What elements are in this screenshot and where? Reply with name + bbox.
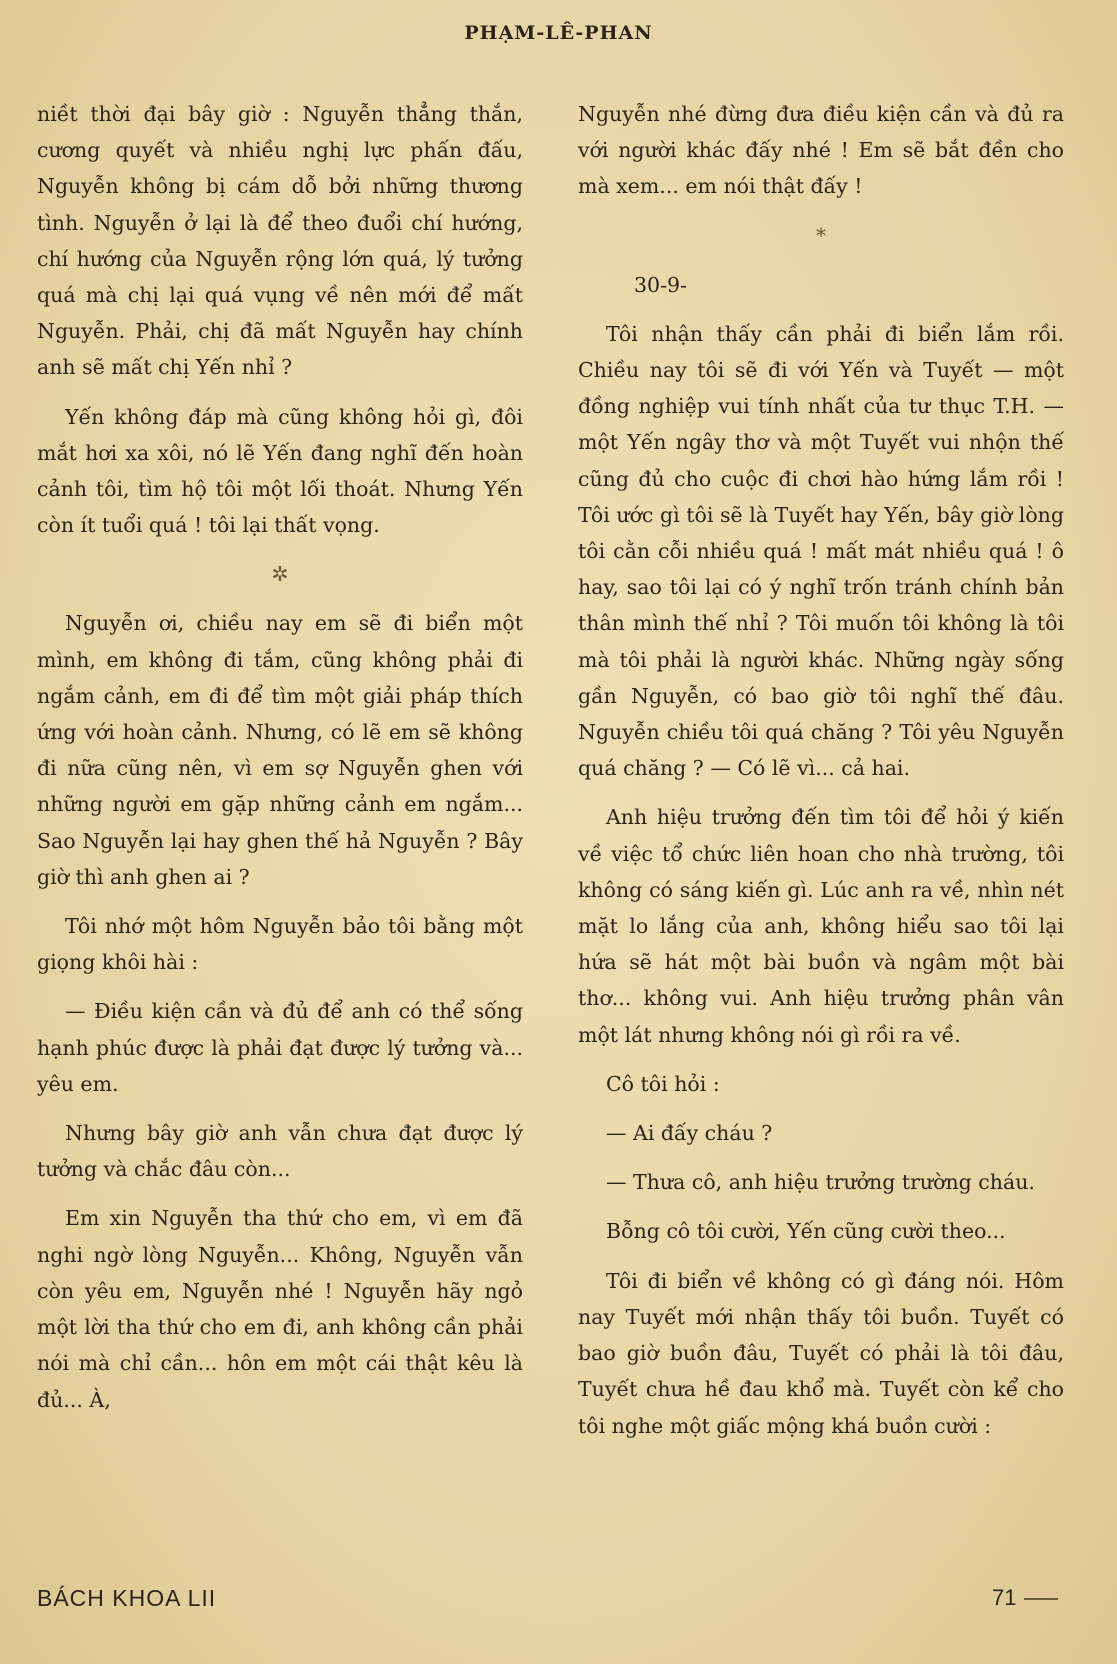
paragraph: Nhưng bây giờ anh vẫn chưa đạt được lý tưởng và chắc đâu còn... [37, 1121, 523, 1182]
magazine-title: BÁCH KHOA LII [37, 1585, 217, 1611]
page-number: 71 [992, 1585, 1017, 1610]
paragraph: Nguyễn nhé đừng đưa điều kiện cần và đủ ra với người khác đấy nhé ! Em sẽ bắt đền cho mà xem... em nói thật đấy ! [578, 102, 1064, 199]
paragraph: Tôi nhớ một hôm Nguyễn bảo tôi bằng một giọng khôi hài : [37, 914, 523, 975]
diary-date: 30-9- [634, 272, 687, 297]
section-separator: ✲ [271, 562, 289, 587]
paragraph: Anh hiệu trưởng đến tìm tôi để hỏi ý kiến về việc tổ chức liên hoan cho nhà trường, tôi không có sáng kiến gì. Lúc anh ra về, nhìn nét mặt lo lắng của anh, không hiểu sao tôi lại hứa sẽ hát một bài buồn và ngâm một bài thơ... không vui. Anh hiệu trưởng phân vân một lát nhưng không nói gì rồi ra về. [578, 805, 1064, 1047]
paragraph: Bỗng cô tôi cười, Yến cũng cười theo... [606, 1219, 1006, 1244]
paragraph: Tôi đi biển về không có gì đáng nói. Hôm nay Tuyết mới nhận thấy tôi buồn. Tuyết có bao giờ buồn đâu, Tuyết có phải là tôi đâu, Tuyết chưa hề đau khổ mà. Tuyết còn kể cho tôi nghe một giấc mộng khá buồn cười : [578, 1268, 1064, 1438]
section-separator: * [815, 223, 827, 248]
paragraph: Cô tôi hỏi : [606, 1071, 720, 1096]
paragraph: Nguyễn ơi, chiều nay em sẽ đi biển một mình, em không đi tắm, cũng không phải đi ngắm cảnh, em đi để tìm một giải pháp thích ứng với hoàn cảnh. Nhưng, có lẽ em sẽ không đi nữa cũng nên, vì em sợ Nguyễn ghen với những người em gặp những cảnh em ngắm... Sao Nguyễn lại hay ghen thế hả Nguyễn ? Bây giờ thì anh ghen ai ? [37, 611, 523, 889]
running-header: PHẠM-LÊ-PHAN [464, 22, 653, 44]
dash-ornament [1024, 1598, 1058, 1600]
paragraph: — Thưa cô, anh hiệu trưởng trường cháu. [606, 1170, 1035, 1195]
right-column [578, 96, 1064, 1457]
paragraph: Em xin Nguyễn tha thứ cho em, vì em đã nghi ngờ lòng Nguyễn... Không, Nguyễn vẫn còn yêu em, Nguyễn nhé ! Nguyễn hãy ngỏ một lời tha thứ cho em đi, anh không cần phải nói mà chỉ cần... hôn em một cái thật kêu là đủ... À, [37, 1206, 523, 1412]
paragraph: — Điều kiện cần và đủ để anh có thể sống hạnh phúc được là phải đạt được lý tưởng và... yêu em. [37, 999, 523, 1096]
paragraph: — Ai đấy cháu ? [606, 1121, 773, 1146]
paragraph: Yến không đáp mà cũng không hỏi gì, đôi mắt hơi xa xôi, nó lẽ Yến đang nghĩ đến hoàn cảnh tôi, tìm hộ tôi một lối thoát. Nhưng Yến còn ít tuổi quá ! tôi lại thất vọng. [37, 404, 523, 538]
page-number-block [992, 1585, 1058, 1611]
left-column [37, 96, 523, 1431]
paragraph: niềt thời đại bây giờ : Nguyễn thẳng thắn, cương quyết và nhiều nghị lực phấn đấu, Nguyễn không bị cám dỗ bởi những thương tình. Nguyễn ở lại là để theo đuổi chí hướng, chí hướng của Nguyễn rộng lớn quá, lý tưởng quá mà chị lại quá vụng về nên mới để mất Nguyễn. Phải, chị đã mất Nguyễn hay chính anh sẽ mất chị Yến nhỉ ? [37, 102, 523, 380]
paragraph: Tôi nhận thấy cần phải đi biển lắm rồi. Chiều nay tôi sẽ đi với Yến và Tuyết — một đồng nghiệp vui tính nhất của tư thục T.H. — một Yến ngây thơ và một Tuyết vui nhộn thế cũng đủ cho cuộc đi chơi hào hứng lắm rồi ! Tôi ước gì tôi sẽ là Tuyết hay Yến, bây giờ lòng tôi cằn cỗi nhiều quá ! mất mát nhiều quá ! ô hay, sao tôi lại có ý nghĩ trốn tránh chính bản thân mình thế nhỉ ? Tôi muốn tôi không là tôi mà tôi phải là người khác. Những ngày sống gần Nguyễn, có bao giờ tôi nghĩ thế đâu. Nguyễn chiều tôi quá chăng ? Tôi yêu Nguyễn quá chăng ? — Có lẽ vì... cả hai. [578, 321, 1064, 781]
